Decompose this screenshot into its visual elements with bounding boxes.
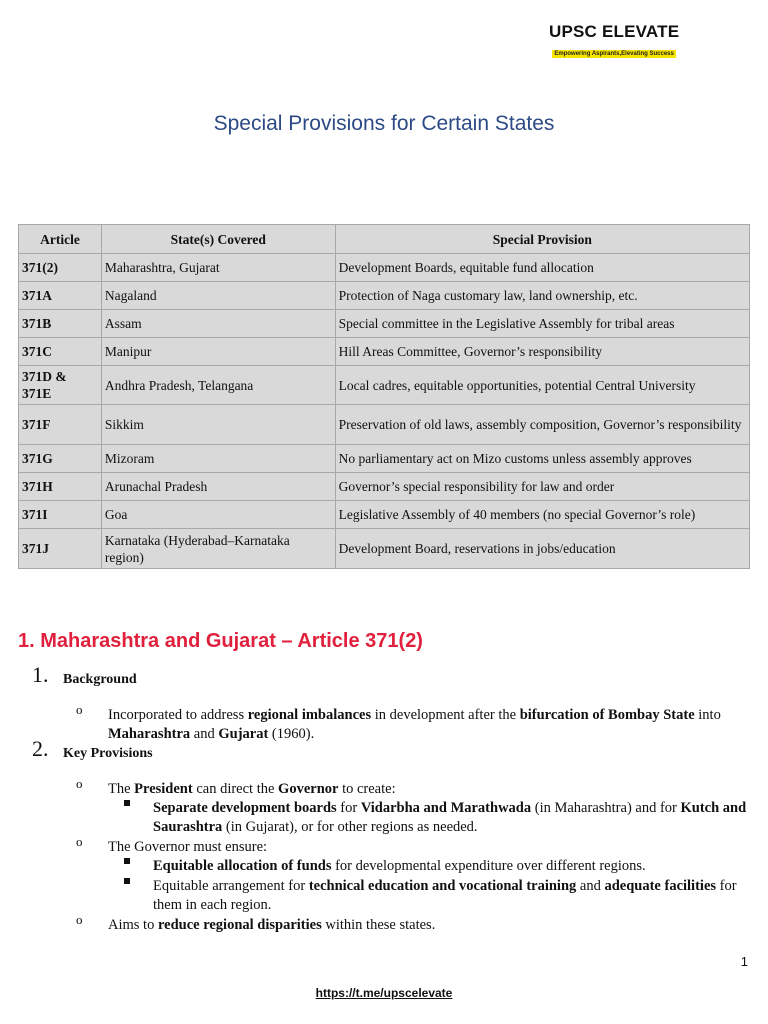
states-cell: Goa [101, 501, 335, 529]
brand-tagline: Empowering Aspirants,Elevating Success [554, 51, 674, 57]
brand-logo [549, 22, 679, 60]
article-cell: 371G [19, 445, 102, 473]
states-cell: Mizoram [101, 445, 335, 473]
footer-telegram-link[interactable]: https://t.me/upscelevate [315, 986, 453, 1000]
provision-cell: Development Boards, equitable fund allocation [335, 254, 749, 282]
background-text: Incorporated to address regional imbalances in development after the bifurcation of Bombay State into Maharashtra and Gujarat (1960). [108, 707, 721, 742]
article-cell: 371I [19, 501, 102, 529]
provision-cell: No parliamentary act on Mizo customs unless assembly approves [335, 445, 749, 473]
provision-cell: Legislative Assembly of 40 members (no special Governor’s role) [335, 501, 749, 529]
column-header-provision: Special Provision [335, 225, 749, 254]
table-row [19, 254, 750, 282]
provision-cell: Hill Areas Committee, Governor’s responsibility [335, 338, 749, 366]
section-heading: 1. Maharashtra and Gujarat – Article 371(2) [18, 630, 423, 652]
article-cell: 371H [19, 473, 102, 501]
article-cell: 371A [19, 282, 102, 310]
table-row [19, 282, 750, 310]
provision-cell: Local cadres, equitable opportunities, potential Central University [335, 366, 749, 405]
technical-education-text: Equitable arrangement for technical education and vocational training and adequate facilities for them in each region. [153, 878, 737, 913]
article-cell: 371B [19, 310, 102, 338]
circle-bullet: o [76, 702, 83, 717]
article-cell: 371J [19, 529, 102, 569]
provision-cell: Protection of Naga customary law, land ownership, etc. [335, 282, 749, 310]
table-row [19, 445, 750, 473]
list-number-2: 2. [32, 736, 49, 761]
square-bullet [124, 800, 130, 806]
circle-bullet: o [76, 912, 83, 927]
brand-name: UPSC ELEVATE [549, 22, 680, 41]
table-row [19, 405, 750, 445]
page-title: Special Provisions for Certain States [213, 112, 555, 135]
table-row [19, 473, 750, 501]
list-number-1: 1. [32, 662, 49, 687]
article-cell: 371F [19, 405, 102, 445]
provision-cell: Development Board, reservations in jobs/education [335, 529, 749, 569]
states-cell: Manipur [101, 338, 335, 366]
square-bullet [124, 878, 130, 884]
states-cell: Sikkim [101, 405, 335, 445]
states-cell: Nagaland [101, 282, 335, 310]
table-row [19, 338, 750, 366]
provision-cell: Preservation of old laws, assembly composition, Governor’s responsibility [335, 405, 749, 445]
article-cell: 371D & 371E [19, 366, 102, 405]
provision-cell: Special committee in the Legislative Assembly for tribal areas [335, 310, 749, 338]
president-provision-text: The President can direct the Governor to create: [108, 781, 396, 797]
circle-bullet: o [76, 776, 83, 791]
provisions-table [18, 224, 750, 569]
article-cell: 371C [19, 338, 102, 366]
key-provisions-heading: Key Provisions [63, 746, 153, 761]
article-cell: 371(2) [19, 254, 102, 282]
states-cell: Maharashtra, Gujarat [101, 254, 335, 282]
page-number: 1 [740, 954, 748, 969]
circle-bullet: o [76, 834, 83, 849]
states-cell: Assam [101, 310, 335, 338]
column-header-states: State(s) Covered [101, 225, 335, 254]
table-row [19, 366, 750, 405]
funds-allocation-text: Equitable allocation of funds for developmental expenditure over different regions. [153, 858, 646, 874]
states-cell: Karnataka (Hyderabad–Karnataka region) [101, 529, 335, 569]
states-cell: Andhra Pradesh, Telangana [101, 366, 335, 405]
table-row [19, 310, 750, 338]
table-header-row [19, 225, 750, 254]
states-cell: Arunachal Pradesh [101, 473, 335, 501]
table-row [19, 529, 750, 569]
development-boards-text: Separate development boards for Vidarbha and Marathwada (in Maharashtra) and for Kutch and Saurashtra (in Gujarat), or for other regions as needed. [153, 800, 747, 835]
table-row [19, 501, 750, 529]
governor-ensure-text: The Governor must ensure: [108, 839, 268, 855]
aims-text: Aims to reduce regional disparities within these states. [108, 917, 436, 933]
background-heading: Background [63, 672, 137, 687]
square-bullet [124, 858, 130, 864]
provision-cell: Governor’s special responsibility for law and order [335, 473, 749, 501]
column-header-article: Article [19, 225, 102, 254]
